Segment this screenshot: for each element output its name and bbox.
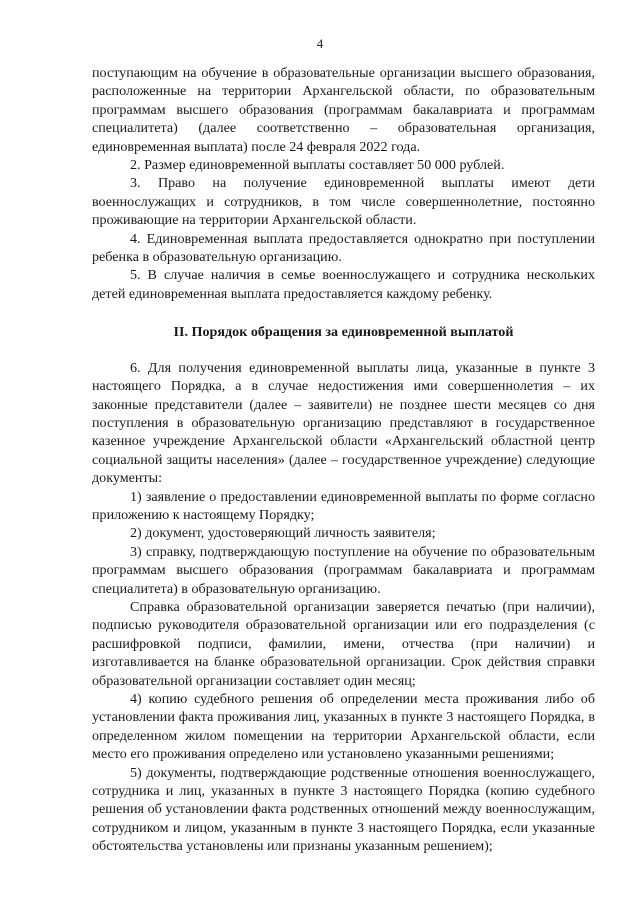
list-item-1: 1) заявление о предоставлении единовременной выплаты по форме согласно приложению к настоящему Порядку; <box>92 488 595 523</box>
list-item-4: 4) копию судебного решения об определении места проживания либо об установлении факта проживания лиц, указанных в пункте 3 настоящего Порядка, в определенном жилом помещении на территории Архангельской области, если место его проживания определено или установлено указанными решениями; <box>92 691 595 763</box>
paragraph-2: 2. Размер единовременной выплаты составляет 50 000 рублей. <box>130 157 505 174</box>
paragraph-3: 3. Право на получение единовременной выплаты имеют дети военнослужащих и сотрудников, в том числе совершеннолетние, постоянно проживающие на территории Архангельской области. <box>92 175 595 229</box>
list-item-3: 3) справку, подтверждающую поступление на обучение по образовательным программам высшего образования (программам бакалавриата и программам специалитета) в образовательную организацию. <box>92 543 595 597</box>
page-number: 4 <box>316 36 324 51</box>
document-body <box>92 64 595 856</box>
paragraph-5: 5. В случае наличия в семье военнослужащего и сотрудника нескольких детей единовременная выплата предоставляется каждому ребенку. <box>92 267 595 302</box>
certificate-note: Справка образовательной организации заверяется печатью (при наличии), подписью руководителя образовательной организации или его подразделения (с расшифровкой подписи, фамилии, имени, отчества (при наличии) и изготавливается на бланке образовательной организации. Срок действия справки образовательной организации составляет один месяц; <box>92 598 595 689</box>
paragraph-4: 4. Единовременная выплата предоставляется однократно при поступлении ребенка в образовательную организацию. <box>92 230 595 266</box>
list-item-2: 2) документ, удостоверяющий личность заявителя; <box>130 525 436 542</box>
paragraph-6: 6. Для получения единовременной выплаты лица, указанные в пункте 3 настоящего Порядка, а в случае недостижения ими совершеннолетия – их законные представители (далее – заявители) не позднее шести месяцев со дня поступления в образовательную организацию представляют в государственное казенное учреждение Архангельской области «Архангельский областной центр социальной защиты населения» (далее – государственное учреждение) следующие документы: <box>92 359 595 487</box>
list-item-5: 5) документы, подтверждающие родственные отношения военнослужащего, сотрудника и лиц, указанных в пункте 3 настоящего Порядка (копию судебного решения об установлении факта родственных отношений между военнослужащим, сотрудником и лицом, указанным в пункте 3 настоящего Порядка, если указанные обстоятельства установлены или признаны указанным решением); <box>92 764 595 855</box>
section-heading: II. Порядок обращения за единовременной выплатой <box>173 324 514 341</box>
paragraph-1-continuation: поступающим на обучение в образовательные организации высшего образования, расположенные на территории Архангельской области, по образовательным программам высшего образования (программам бакалавриата и программам специалитета) (далее соответственно – образовательная организация, единовременная выплата) после 24 февраля 2022 года. <box>92 65 595 155</box>
